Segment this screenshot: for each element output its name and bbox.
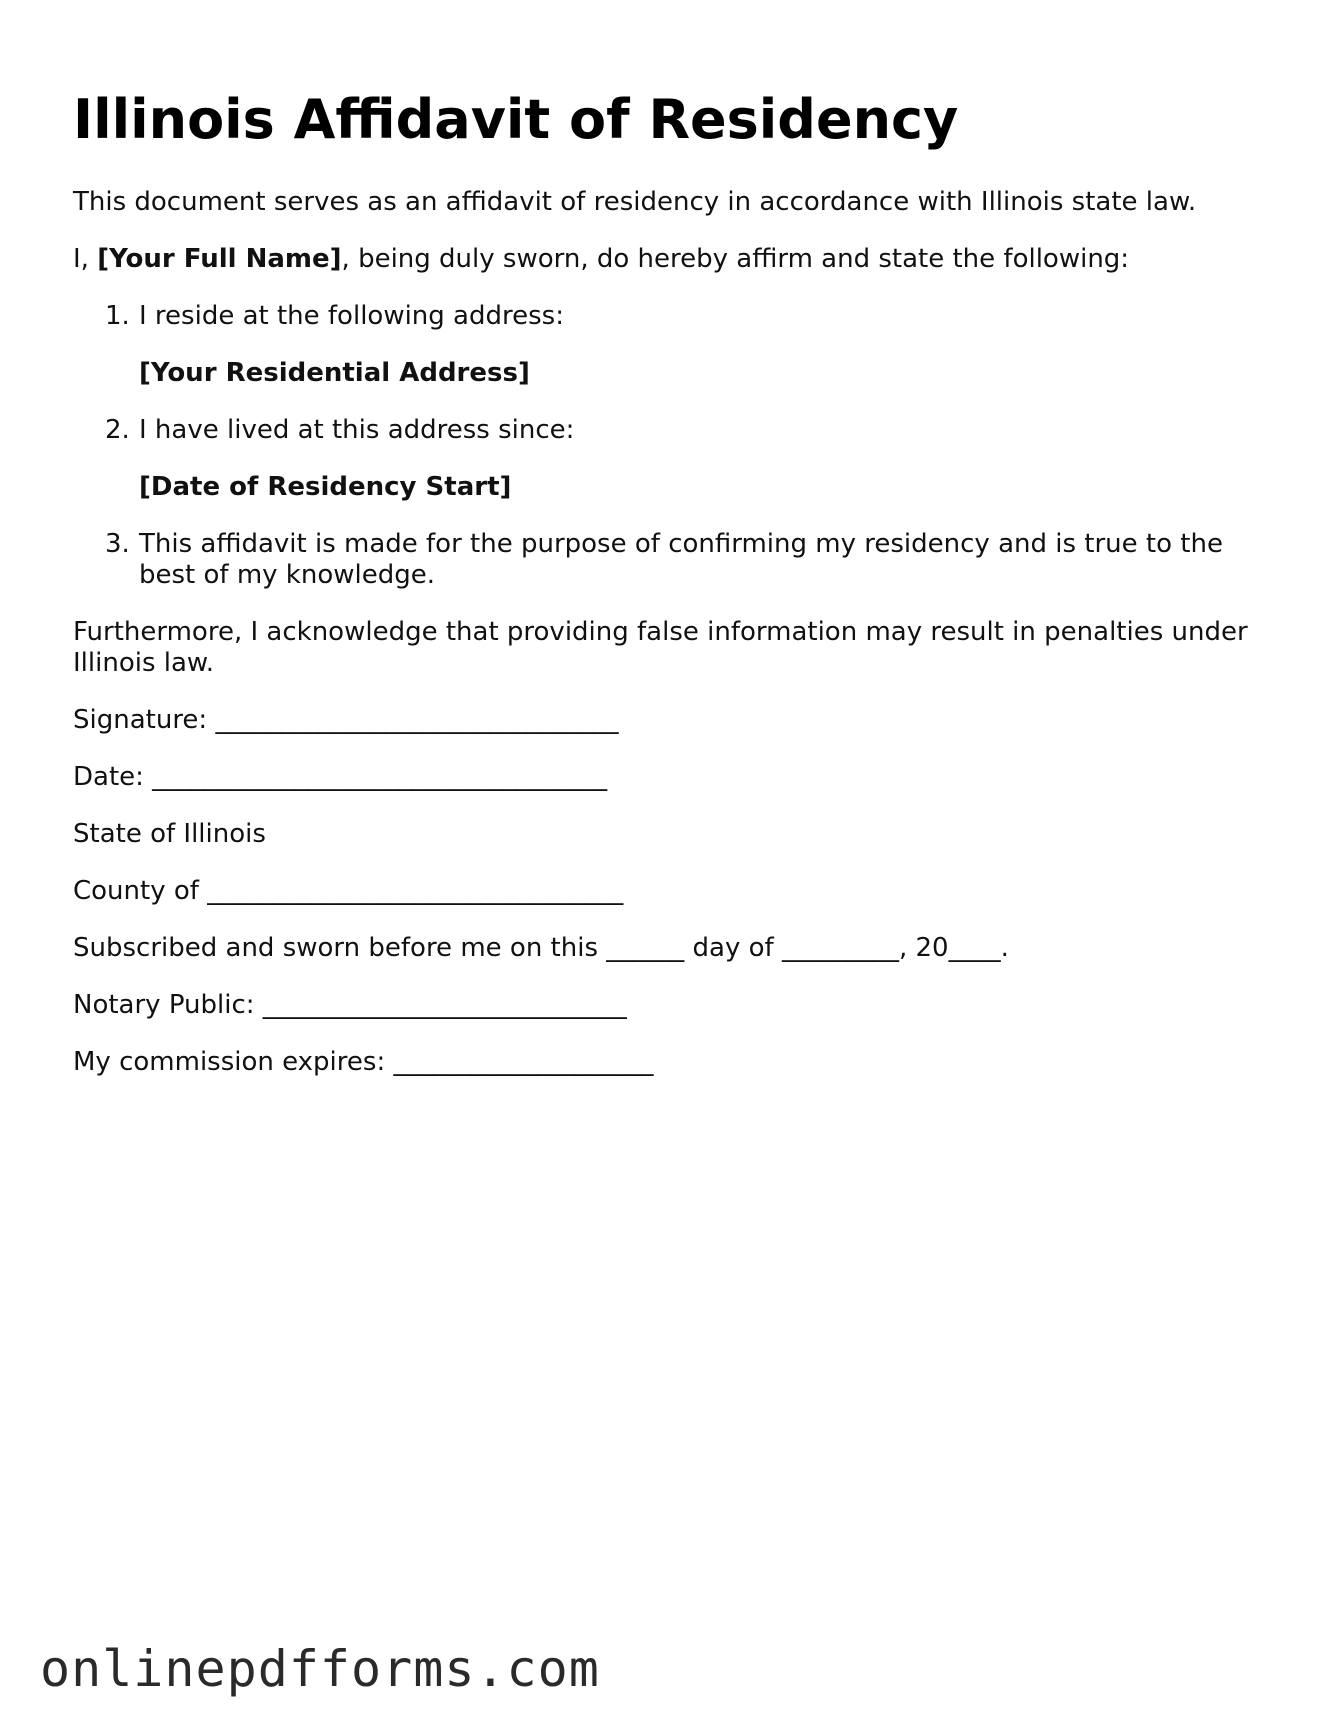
county-blank[interactable]: ________________________________ — [207, 875, 624, 906]
sworn-line — [73, 933, 1273, 964]
notary-line — [73, 990, 1273, 1021]
signature-blank[interactable]: _______________________________ — [215, 704, 619, 735]
county-line — [73, 876, 1273, 907]
notary-label: Notary Public: — [73, 989, 263, 1020]
item-text: I have lived at this address since: — [139, 414, 575, 445]
full-name-placeholder: [Your Full Name] — [97, 243, 342, 274]
signature-line — [73, 705, 1273, 736]
notary-blank[interactable]: ____________________________ — [262, 989, 627, 1020]
sworn-prefix: Subscribed and sworn before me on this — [73, 932, 607, 963]
residential-address-placeholder: [Your Residential Address] — [139, 357, 530, 388]
item-number: 3. — [105, 528, 130, 559]
oath-prefix: I, — [73, 243, 98, 274]
acknowledgement-paragraph: Furthermore, I acknowledge that providing false information may result in penalties under Illinois law. — [73, 616, 1248, 678]
statement-item-3 — [73, 529, 1273, 591]
statement-item-2 — [73, 415, 1273, 503]
statement-item-1 — [73, 301, 1273, 389]
date-blank[interactable]: ___________________________________ — [152, 761, 608, 792]
item-text: I reside at the following address: — [139, 300, 564, 331]
date-line — [73, 762, 1273, 793]
commission-blank[interactable]: ____________________ — [393, 1046, 654, 1077]
commission-label: My commission expires: — [73, 1046, 394, 1077]
state-line: State of Illinois — [73, 818, 266, 849]
sworn-end: . — [1000, 932, 1009, 963]
intro-paragraph: This document serves as an affidavit of residency in accordance with Illinois state law. — [73, 186, 1197, 217]
site-watermark: onlinepdfforms.com — [40, 1640, 600, 1698]
statement-list — [73, 301, 1273, 591]
sworn-middle: day of — [684, 932, 782, 963]
item-number: 2. — [105, 414, 130, 445]
sworn-year-prefix: , 20 — [898, 932, 949, 963]
oath-paragraph — [73, 244, 1273, 275]
residency-start-placeholder: [Date of Residency Start] — [139, 471, 512, 502]
sworn-day-blank[interactable]: ______ — [606, 932, 685, 963]
signature-label: Signature: — [73, 704, 216, 735]
item-text: This affidavit is made for the purpose of confirming my residency and is true to the best of my knowledge. — [139, 528, 1223, 590]
date-label: Date: — [73, 761, 153, 792]
item-number: 1. — [105, 300, 130, 331]
oath-suffix: , being duly sworn, do hereby affirm and state the following: — [341, 243, 1130, 274]
sworn-year-blank[interactable]: ____ — [948, 932, 1001, 963]
affidavit-document — [73, 88, 1273, 1104]
sworn-month-blank[interactable]: _________ — [781, 932, 899, 963]
document-title: Illinois Affidavit of Residency — [73, 88, 959, 151]
commission-line — [73, 1047, 1273, 1078]
county-label: County of — [73, 875, 208, 906]
